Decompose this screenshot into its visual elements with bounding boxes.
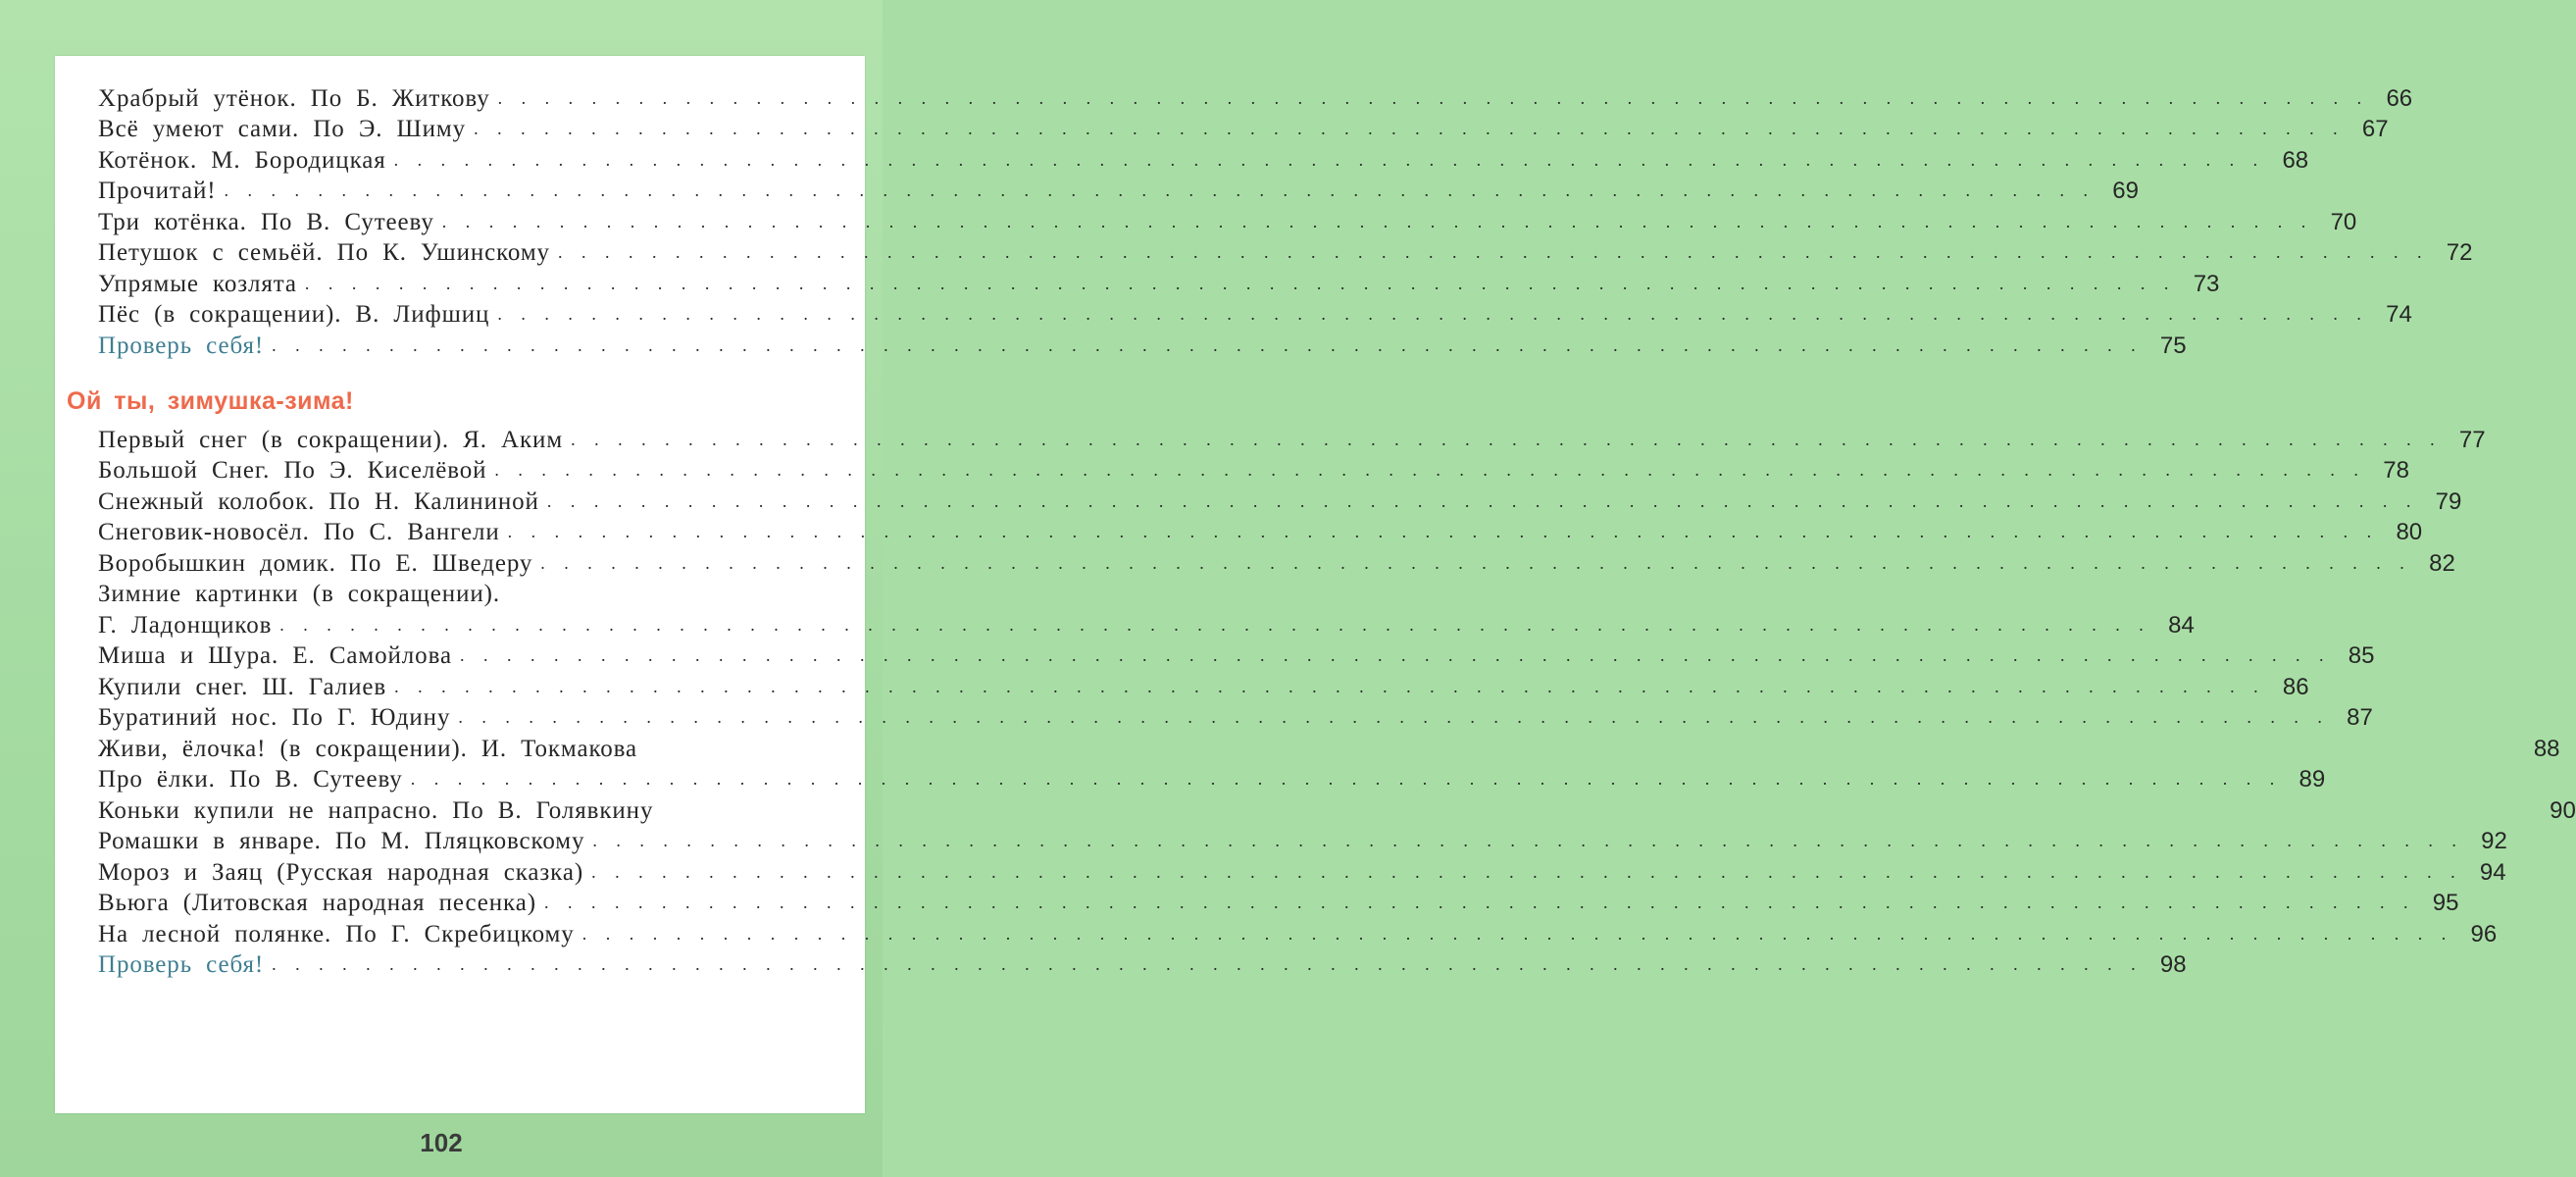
- toc-entry-page: 73: [2193, 270, 2220, 297]
- toc-entry-page: 75: [2159, 332, 2187, 359]
- toc-entry-title: Проверь себя!: [98, 332, 265, 359]
- dot-leader: . . . . . . . . . . . . . . . . . . . . . . . . . . . . . . . . . . . . . . . . . . . . . . . . . . . . . . . . . . . . . . . . . . . . . . . . . . . . . . . .: [272, 334, 2140, 355]
- toc-entry-title: Вьюга (Литовская народная песенка): [98, 890, 536, 916]
- dot-leader: . . . . . . . . . . . . . . . . . . . . . . . . . . . . . . . . . . . . . . . . . . . . . . . . . . . . . . . . . . . . . . . . . . . . . . . . . . . . . . . .: [224, 180, 2092, 200]
- toc-entry-page: 84: [2168, 611, 2195, 639]
- toc-entry-page: 95: [2432, 890, 2459, 916]
- toc-entry: [98, 732, 2560, 763]
- toc-entry-title: Миша и Шура. Е. Самойлова: [98, 642, 452, 669]
- toc-entry-page: 92: [2481, 828, 2507, 854]
- toc-entry-page: 66: [2386, 84, 2413, 112]
- dot-leader: . . . . . . . . . . . . . . . . . . . . . . . . . . . . . . . . . . . . . . . . . . . . . . . . . . . . . . . . . . . . . . . . . . . . . . . . . . . . . . . .: [410, 769, 2279, 789]
- toc-entry-title: Петушок с семьёй. По К. Ушинскому: [98, 239, 550, 266]
- toc-entry: [98, 267, 2220, 298]
- toc-entry-check-yourself: [98, 948, 2187, 980]
- toc-entry-page: 67: [2361, 116, 2389, 142]
- dot-leader: . . . . . . . . . . . . . . . . . . . . . . . . . . . . . . . . . . . . . . . . . . . . . . . . . . . . . . . . . . . . . . . . . . . . . . . . . . . . . . . .: [304, 273, 2173, 293]
- toc-entry-page: 70: [2330, 208, 2357, 235]
- toc-entry-page: 88: [2533, 735, 2560, 762]
- toc-entry-title: Прочитай!: [98, 178, 217, 204]
- toc-sheet: [55, 56, 2576, 1113]
- toc-entry-title: Зимние картинки (в сокращении).: [98, 581, 500, 607]
- toc-entry-title: Ромашки в январе. По М. Пляцковскому: [98, 828, 585, 854]
- dot-leader: . . . . . . . . . . . . . . . . . . . . . . . . . . . . . . . . . . . . . . . . . . . . . . . . . . . . . . . . . . . . . . . . . . . . . . . . . . . . . . . .: [494, 460, 2362, 480]
- toc-entry-title: Большой Снег. По Э. Киселёвой: [98, 457, 487, 484]
- dot-leader: . . . . . . . . . . . . . . . . . . . . . . . . . . . . . . . . . . . . . . . . . . . . . . . . . . . . . . . . . . . . . . . . . . . . . . . . . . . . . . . .: [581, 923, 2450, 944]
- toc-entry-title: Проверь себя!: [98, 951, 265, 978]
- toc-entry-page: 78: [2383, 457, 2409, 484]
- section-title: Ой ты, зимушка-зима!: [67, 387, 354, 415]
- toc-entry-title: Храбрый утёнок. По Б. Житкову: [98, 84, 490, 112]
- toc-entry-page: 96: [2470, 920, 2498, 947]
- toc-entry: [98, 113, 2389, 144]
- page-number: 102: [420, 1128, 463, 1157]
- dot-leader: . . . . . . . . . . . . . . . . . . . . . . . . . . . . . . . . . . . . . . . . . . . . . . . . . . . . . . . . . . . . . . . . . . . . . . . . . . . . . . . .: [546, 490, 2415, 511]
- toc-entry-page: 85: [2348, 642, 2375, 669]
- toc-entry: [98, 887, 2459, 918]
- dot-leader: . . . . . . . . . . . . . . . . . . . . . . . . . . . . . . . . . . . . . . . . . . . . . . . . . . . . . . . . . . . . . . . . . . . . . . . . . . . . . . . .: [543, 893, 2412, 912]
- toc-entry-title: Купили снег. Ш. Галиев: [98, 673, 387, 700]
- toc-entry-page: 82: [2429, 549, 2455, 577]
- dot-leader: . . . . . . . . . . . . . . . . . . . . . . . . . . . . . . . . . . . . . . . . . . . . . . . . . . . . . . . . . . . . . . . . . . . . . . . . . . . . . . . .: [591, 861, 2459, 882]
- dot-leader: . . . . . . . . . . . . . . . . . . . . . . . . . . . . . . . . . . . . . . . . . . . . . . . . . . . . . . . . . . . . . . . . . . . . . . . . . . . . . . . .: [497, 87, 2366, 108]
- toc-entry-check-yourself: [98, 329, 2187, 360]
- toc-list-part2: [98, 423, 2576, 979]
- toc-entry: [98, 205, 2357, 236]
- toc-entry: [98, 423, 2486, 454]
- toc-entry: [98, 608, 2195, 640]
- toc-entry-page: 90: [2550, 796, 2576, 824]
- toc-entry: [98, 793, 2576, 825]
- dot-leader: . . . . . . . . . . . . . . . . . . . . . . . . . . . . . . . . . . . . . . . . . . . . . . . . . . . . . . . . . . . . . . . . . . . . . . . . . . . . . . . .: [394, 676, 2262, 696]
- dot-leader: . . . . . . . . . . . . . . . . . . . . . . . . . . . . . . . . . . . . . . . . . . . . . . . . . . . . . . . . . . . . . . . . . . . . . . . . . . . . . . . .: [272, 954, 2140, 974]
- toc-entry-page: 94: [2479, 858, 2506, 886]
- toc-entry: [98, 578, 843, 609]
- toc-entry-page: 79: [2435, 487, 2462, 515]
- toc-entry: [98, 485, 2462, 516]
- toc-entry: [98, 825, 2507, 856]
- toc-entry-title: Три котёнка. По В. Сутееву: [98, 208, 434, 235]
- toc-entry: [98, 454, 2409, 486]
- toc-list-part1: [98, 81, 2473, 360]
- toc-entry-title: Про ёлки. По В. Сутееву: [98, 766, 403, 793]
- toc-entry: [98, 236, 2473, 268]
- toc-entry: [98, 298, 2412, 330]
- dot-leader: . . . . . . . . . . . . . . . . . . . . . . . . . . . . . . . . . . . . . . . . . . . . . . . . . . . . . . . . . . . . . . . . . . . . . . . . . . . . . . . .: [458, 707, 2326, 727]
- toc-entry: [98, 546, 2455, 578]
- toc-entry: [98, 640, 2375, 671]
- toc-entry: [98, 81, 2413, 113]
- toc-entry-page: 87: [2347, 704, 2373, 731]
- toc-entry-title: Г. Ладонщиков: [98, 611, 273, 639]
- toc-entry-title: Пёс (в сокращении). В. Лифшиц: [98, 301, 490, 328]
- toc-entry-page: 68: [2282, 146, 2309, 174]
- dot-leader: . . . . . . . . . . . . . . . . . . . . . . . . . . . . . . . . . . . . . . . . . . . . . . . . . . . . . . . . . . . . . . . . . . . . . . . . . . . . . . . .: [507, 522, 2376, 541]
- toc-entry-title: Живи, ёлочка! (в сокращении). И. Токмакова: [98, 735, 638, 762]
- toc-entry-page: 74: [2386, 301, 2412, 328]
- toc-entry-title: Снежный колобок. По Н. Калининой: [98, 487, 539, 515]
- toc-entry-title: Всё умеют сами. По Э. Шиму: [98, 116, 467, 142]
- toc-entry-title: Мороз и Заяц (Русская народная сказка): [98, 858, 584, 886]
- toc-entry: [98, 516, 2423, 547]
- dot-leader: . . . . . . . . . . . . . . . . . . . . . . . . . . . . . . . . . . . . . . . . . . . . . . . . . . . . . . . . . . . . . . . . . . . . . . . . . . . . . . . .: [497, 304, 2365, 324]
- toc-entry-title: Буратиний нос. По Г. Юдину: [98, 704, 451, 731]
- toc-entry-page: 86: [2282, 673, 2309, 700]
- toc-entry-title: Котёнок. М. Бородицкая: [98, 146, 386, 174]
- toc-entry-title: На лесной полянке. По Г. Скребицкому: [98, 920, 575, 947]
- toc-entry-page: 72: [2446, 239, 2473, 266]
- toc-entry-title: Коньки купили не напрасно. По В. Голявкину: [98, 796, 654, 824]
- toc-entry-title: Воробышкин домик. По Е. Шведеру: [98, 549, 533, 577]
- toc-entry: [98, 175, 2139, 206]
- toc-entry: [98, 701, 2373, 733]
- dot-leader: . . . . . . . . . . . . . . . . . . . . . . . . . . . . . . . . . . . . . . . . . . . . . . . . . . . . . . . . . . . . . . . . . . . . . . . . . . . . . . . .: [592, 831, 2460, 850]
- toc-entry: [98, 917, 2498, 948]
- toc-entry-title: Упрямые козлята: [98, 270, 297, 297]
- toc-entry-page: 98: [2159, 951, 2187, 978]
- toc-entry: [98, 855, 2506, 887]
- dot-leader: . . . . . . . . . . . . . . . . . . . . . . . . . . . . . . . . . . . . . . . . . . . . . . . . . . . . . . . . . . . . . . . . . . . . . . . . . . . . . . . .: [441, 211, 2310, 231]
- dot-leader: . . . . . . . . . . . . . . . . . . . . . . . . . . . . . . . . . . . . . . . . . . . . . . . . . . . . . . . . . . . . . . . . . . . . . . . . . . . . . . . .: [571, 429, 2439, 449]
- toc-entry-page: 80: [2396, 519, 2423, 545]
- dot-leader: . . . . . . . . . . . . . . . . . . . . . . . . . . . . . . . . . . . . . . . . . . . . . . . . . . . . . . . . . . . . . . . . . . . . . . . . . . . . . . . .: [459, 645, 2328, 665]
- dot-leader: . . . . . . . . . . . . . . . . . . . . . . . . . . . . . . . . . . . . . . . . . . . . . . . . . . . . . . . . . . . . . . . . . . . . . . . . . . . . . . . .: [279, 614, 2147, 635]
- dot-leader: . . . . . . . . . . . . . . . . . . . . . . . . . . . . . . . . . . . . . . . . . . . . . . . . . . . . . . . . . . . . . . . . . . . . . . . . . . . . . . . .: [393, 149, 2262, 170]
- toc-entry-title: Снеговик-новосёл. По С. Вангели: [98, 519, 500, 545]
- toc-entry-title: Первый снег (в сокращении). Я. Аким: [98, 426, 564, 453]
- toc-entry: [98, 670, 2309, 701]
- toc-entry-page: 89: [2298, 766, 2326, 793]
- dot-leader: . . . . . . . . . . . . . . . . . . . . . . . . . . . . . . . . . . . . . . . . . . . . . . . . . . . . . . . . . . . . . . . . . . . . . . . . . . . . . . . .: [540, 552, 2408, 573]
- toc-entry-page: 69: [2112, 178, 2139, 204]
- dot-leader: . . . . . . . . . . . . . . . . . . . . . . . . . . . . . . . . . . . . . . . . . . . . . . . . . . . . . . . . . . . . . . . . . . . . . . . . . . . . . . . .: [474, 119, 2342, 138]
- toc-entry: [98, 763, 2326, 794]
- toc-entry: [98, 143, 2309, 175]
- dot-leader: . . . . . . . . . . . . . . . . . . . . . . . . . . . . . . . . . . . . . . . . . . . . . . . . . . . . . . . . . . . . . . . . . . . . . . . . . . . . . . . .: [557, 242, 2426, 262]
- toc-entry-page: 77: [2458, 426, 2486, 453]
